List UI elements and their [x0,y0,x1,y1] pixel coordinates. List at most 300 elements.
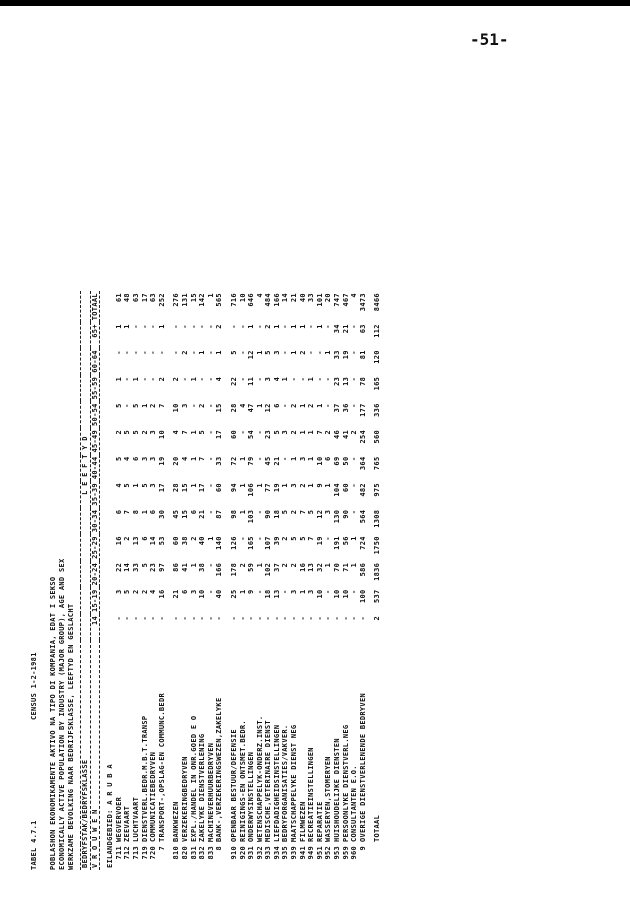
cell-value: 23 [264,429,273,439]
cell-value: 4 [238,403,247,408]
industry-name: ONDERWYSINSTELLINGEN [247,751,256,842]
cell-value: 13 [341,376,350,386]
cell-value: 1 [114,324,123,329]
cell-value: 1 [238,456,247,462]
cell-value: - [350,403,359,408]
cell-value: 2 [307,403,316,408]
cell-value: 5 [229,350,238,355]
cell-value: 106 [247,483,256,497]
cell-value: - [157,350,166,355]
cell-value: 482 [358,483,367,497]
cell-value: - [123,376,132,382]
table-row [333,291,342,870]
cell-value: - [131,616,140,621]
cell-value: 7 [315,429,324,435]
industry-code: 833 [206,846,215,860]
cell-value: 72 [229,456,238,466]
table-row [239,291,248,870]
cell-value: 30 [157,509,166,519]
cell-value: - [350,509,359,515]
cell-value: 3 [307,589,316,594]
industry-name: WASSERYEN,STOMERYEN [324,756,333,842]
table-row [316,291,325,870]
industry-code: 959 [341,846,350,860]
cell-value: 1 [255,403,264,408]
cell-value: - [198,616,207,621]
cell-value: 12 [247,350,256,360]
industry-code: 831 [189,846,198,860]
cell-value: 166 [272,293,281,307]
cell-value: 21 [290,293,299,303]
industry-code: 920 [238,846,247,860]
cell-value: 2 [172,376,181,382]
cell-value: 4 [114,483,123,488]
cell-value: 3 [324,509,333,515]
cell-value: 1 [315,324,324,329]
cell-value: 56 [341,536,350,546]
cell-value: 14 [123,562,132,572]
industry-name: OPENBAAR BESTUUR/DEFENSIE [229,729,238,842]
cell-value: - [206,324,215,329]
cell-value: 63 [131,293,140,303]
cell-value: - [172,324,181,329]
column-header: 65+ [90,322,100,348]
cell-value: 60 [341,483,350,493]
cell-value: 19 [272,483,281,493]
cell-value: 3 [290,483,299,488]
cell-value: - [341,616,350,621]
cell-value: 87 [215,509,224,519]
cell-value: 2 [131,589,140,594]
cell-value: 14 [281,293,290,303]
cell-value: - [238,324,247,329]
cell-value: 33 [333,350,342,360]
cell-value: 33 [215,456,224,466]
cell-value: 484 [264,293,273,307]
cell-value: - [206,429,215,435]
cell-value: 90 [341,509,350,519]
cell-value: 131 [180,293,189,307]
cell-value: 59 [247,562,256,572]
industry-name: REPARATIE [315,801,324,842]
cell-value: 7 [180,429,189,435]
cell-value: 178 [229,562,238,577]
cell-value: - [238,429,247,435]
cell-value: 1 [290,456,299,462]
cell-value: 38 [198,562,207,572]
cell-value: 6 [114,509,123,515]
cell-value: 63 [149,293,158,303]
cell-value: 191 [333,536,342,550]
cell-value: 1 [255,483,264,488]
industry-code: 941 [298,846,307,860]
table-row [307,291,316,870]
industry-name: MACHINEVERHUURBEDRYVEN [206,742,215,842]
cell-value: 45 [264,456,273,466]
table-row [172,291,181,870]
cell-value: 142 [198,293,207,307]
cell-value: 3 [114,589,123,594]
cell-value: 1836 [373,562,382,581]
cell-value: 18 [264,589,273,599]
cell-value: - [172,350,181,355]
cell-value: 5 [198,429,207,435]
cell-value: 112 [373,324,382,338]
industry-code: 935 [281,846,290,860]
cell-value: - [180,324,189,329]
industry-name: WETENSCHAPPELYK-ONDERZ.INST. [255,715,264,842]
cell-value: 1 [350,562,359,568]
cell-value: 70 [333,562,342,572]
cell-value: 10 [315,456,324,466]
cell-value: - [350,483,359,488]
cell-value: 2 [149,403,158,408]
cell-value: 5 [272,429,281,435]
cell-value: 3 [149,429,158,435]
cell-value: 6 [324,456,333,462]
cell-value: 5 [307,509,316,515]
cell-value: 3 [149,456,158,462]
cell-value: 3 [180,403,189,408]
cell-value: 1 [189,376,198,382]
cell-value: - [290,616,299,621]
cell-value: 4 [215,376,224,382]
cell-value: 5 [114,456,123,462]
cell-value: 69 [333,456,342,466]
cell-value: 4 [172,429,181,435]
cell-value: 18 [272,509,281,519]
cell-value: 1 [272,324,281,329]
cell-value: 79 [247,456,256,466]
cell-value: 975 [373,483,382,497]
industry-code: 960 [350,846,359,860]
industry-name: LUCHTVAART [131,796,140,842]
cell-value: 1 [114,376,123,382]
industry-code: 910 [229,846,238,860]
cell-value: 130 [333,509,342,524]
cell-value: 6 [149,509,158,515]
cell-value: 1 [307,483,316,488]
cell-value: 765 [373,456,382,471]
table-row [181,291,190,870]
cell-value: - [114,350,123,355]
cell-value: 9 [315,483,324,488]
cell-value: - [333,616,342,621]
cell-value: - [149,350,158,355]
cell-value: 4 [180,456,189,462]
industry-name: MEDISCHE,VETERINAIRE DIENST [264,720,273,842]
cell-value: 1 [290,324,299,329]
cell-value: - [290,376,299,382]
sex-label: V R O U W E N [90,640,100,870]
cell-value: - [307,350,316,355]
table-row [290,291,299,870]
cell-value: 13 [272,589,281,599]
cell-value: 41 [180,562,189,572]
cell-value: 724 [358,536,367,550]
cell-value: 22 [114,562,123,572]
cell-value: 61 [114,293,123,303]
cell-value: 10 [172,403,181,413]
industry-code: 832 [198,846,207,860]
column-header: 40-44 [90,456,99,480]
cell-value: - [140,616,149,621]
table-row [247,291,256,870]
cell-value: - [157,616,166,621]
cell-value: 2 [189,536,198,541]
cell-value: 5 [123,483,132,488]
cell-value: - [281,616,290,621]
cell-value: 17 [157,483,166,493]
cell-value: 1 [350,536,359,541]
table-header [30,80,76,870]
cell-value: 1 [189,456,198,462]
cell-value: - [315,350,324,355]
cell-value: - [229,616,238,621]
industry-code: 934 [272,846,281,860]
cell-value: 10 [333,589,342,599]
cell-value: 28 [172,483,181,493]
cell-value: 21 [341,324,350,334]
cell-value: 6 [131,456,140,462]
table-row [273,291,282,870]
cell-value: - [324,536,333,541]
cell-value: - [315,616,324,621]
cell-value: 1 [281,483,290,488]
cell-value: - [272,616,281,621]
cell-value: - [238,536,247,541]
cell-value: 3 [298,456,307,462]
cell-value: - [140,350,149,355]
cell-value: 537 [373,589,382,603]
cell-value: 8 [131,509,140,515]
cell-value: 20 [172,456,181,466]
cell-value: 60 [172,536,181,546]
cell-value: - [114,616,123,621]
cell-value: 13 [131,536,140,546]
cell-value: 1 [157,324,166,329]
cell-value: 45 [172,509,181,519]
cell-value: - [189,350,198,355]
column-header: 25-29 [90,536,99,559]
industry-name: OVERIGE DIENSTVERLENENDE BEDRYVEN [358,693,367,842]
cell-value: - [264,616,273,621]
table-id: TABEL 4.7.1 [30,820,38,870]
cell-value: 15 [215,403,224,413]
cell-value: - [198,324,207,329]
page-number: -51- [470,30,509,49]
industry-code: 712 [123,846,132,860]
column-header: 20-24 [90,562,99,586]
cell-value: 1308 [373,509,382,528]
table-row [373,291,382,870]
cell-value: 5 [131,429,140,435]
cell-value: 5 [264,350,273,355]
cell-value: 53 [157,536,166,546]
cell-value: 63 [358,324,367,334]
cell-value: 33 [307,293,316,303]
table-row [115,291,124,870]
cell-value: 104 [333,483,342,497]
cell-value: 101 [315,293,324,307]
cell-value: 7 [198,456,207,462]
cell-value: 38 [180,536,189,546]
cell-value: - [350,350,359,355]
cell-value: - [324,589,333,594]
cell-value: 646 [247,293,256,307]
cell-value: 126 [229,536,238,550]
cell-value: - [255,589,264,594]
cell-value: 28 [229,403,238,413]
cell-value: 97 [157,562,166,572]
cell-value: 1 [307,429,316,435]
cell-value: 364 [358,456,367,471]
data-table [80,291,382,870]
column-header: 45-49 [90,429,99,453]
cell-value: 7 [298,509,307,515]
industry-name: CONSULTANTEN E.O. [350,765,359,842]
industry-name: TRANSPORT-,OPSLAG-EN COMMUNC.BEDR [157,693,166,842]
cell-value: 747 [333,293,342,307]
cell-value: 2 [114,429,123,435]
cell-value: 2 [157,376,166,382]
cell-value: 276 [172,293,181,307]
cell-value: - [140,324,149,329]
cell-value: - [350,589,359,594]
cell-value: 2 [140,589,149,594]
cell-value: - [255,324,264,329]
cell-value: 40 [198,536,207,546]
cell-value: 140 [215,536,224,550]
cell-value: - [206,456,215,462]
cell-value: 1 [255,350,264,355]
column-header: 50-54 [90,403,99,426]
cell-value: 86 [172,562,181,572]
industry-name: REINIGINGS-EN ONTSMET.BEDR. [238,720,247,842]
cell-value: 5 [123,429,132,435]
cell-value: 2 [298,483,307,488]
column-header: 15-19 [90,589,99,612]
cell-value: - [189,324,198,329]
industry-name: VERZEKERINGBEDRYVEN [180,756,189,842]
cell-value: 1 [189,483,198,488]
cell-value: 10 [157,429,166,439]
cell-value: 1 [290,350,299,355]
cell-value: 107 [264,536,273,550]
cell-value: - [215,616,224,621]
rotated-table-page [30,80,470,870]
cell-value: - [255,536,264,541]
industry-name: BANKWEZEN [172,801,181,842]
cell-value: - [255,456,264,462]
cell-value: 2 [180,350,189,355]
cell-value: - [189,403,198,408]
cell-value: 2 [140,429,149,435]
industry-name: HUISHOUDELIJKE DIENSTEN [333,738,342,842]
column-header: 60-64 [90,350,99,373]
cell-value: 6 [140,536,149,541]
cell-value: - [350,456,359,462]
cell-value: 36 [341,403,350,413]
cell-value: - [315,376,324,382]
cell-value: 16 [114,536,123,546]
industry-code: 720 [149,846,158,860]
cell-value: - [298,616,307,621]
cell-value: 37 [272,562,281,572]
column-header: 14 [90,614,100,640]
cell-value: 120 [373,350,382,364]
cell-value: 5 [298,536,307,541]
cell-value: 22 [229,376,238,386]
cell-value: 40 [298,293,307,303]
cell-value: 21 [172,589,181,599]
cell-value: 60 [229,429,238,439]
cell-value: - [140,376,149,382]
cell-value: 2 [290,429,299,435]
industry-name: TOTAAL [373,814,382,842]
cell-value: 1 [198,350,207,355]
cell-value: 6 [189,509,198,515]
cell-value: - [149,324,158,329]
cell-value: - [281,403,290,408]
cell-value: 23 [333,376,342,386]
cell-value: 15 [189,293,198,303]
cell-value: 12 [264,403,273,413]
cell-value: - [149,616,158,621]
cell-value: 467 [341,293,350,307]
cell-value: 50 [341,456,350,466]
cell-value: - [238,616,247,621]
table-row [342,291,351,870]
cell-value: 5 [140,562,149,568]
cell-value: 46 [333,429,342,439]
title-line: ECONOMICALLY ACTIVE POPULATION BY INDUSTRY (MAJOR GROUP), AGE AND SEX [58,558,66,870]
industry-name: FILMWEZEN [298,801,307,842]
cell-value: 2 [123,536,132,541]
cell-value: 1 [238,589,247,594]
cell-value: 17 [140,293,149,303]
cell-value: 17 [215,429,224,439]
industry-code: 719 [140,846,149,860]
cell-value: 90 [264,509,273,519]
industry-code: 713 [131,846,140,860]
cell-value: 254 [358,429,367,444]
cell-value: 4 [255,293,264,298]
table-row [149,291,158,870]
industry-name: COMMUNICATIEBEDRYVEN [149,751,158,842]
industry-name: WEGVERVOER [114,796,123,842]
cell-value: 39 [272,536,281,546]
cell-value: 2 [290,403,299,408]
cell-value: 3 [290,589,299,594]
cell-value: 103 [247,509,256,524]
cell-value: - [238,376,247,382]
cell-value: 565 [215,293,224,307]
cell-value: - [123,350,132,355]
industry-code: 711 [114,846,123,860]
cell-value: - [229,324,238,329]
cell-value: 15 [180,483,189,493]
cell-value: - [350,376,359,382]
cell-value: - [123,403,132,408]
cell-value: - [255,616,264,621]
cell-value: 9 [247,589,256,594]
cell-value: 5 [281,509,290,515]
cell-value: - [324,376,333,382]
cell-value: 1 [324,483,333,488]
cell-value: 1 [307,376,316,382]
cell-value: 23 [149,562,158,572]
